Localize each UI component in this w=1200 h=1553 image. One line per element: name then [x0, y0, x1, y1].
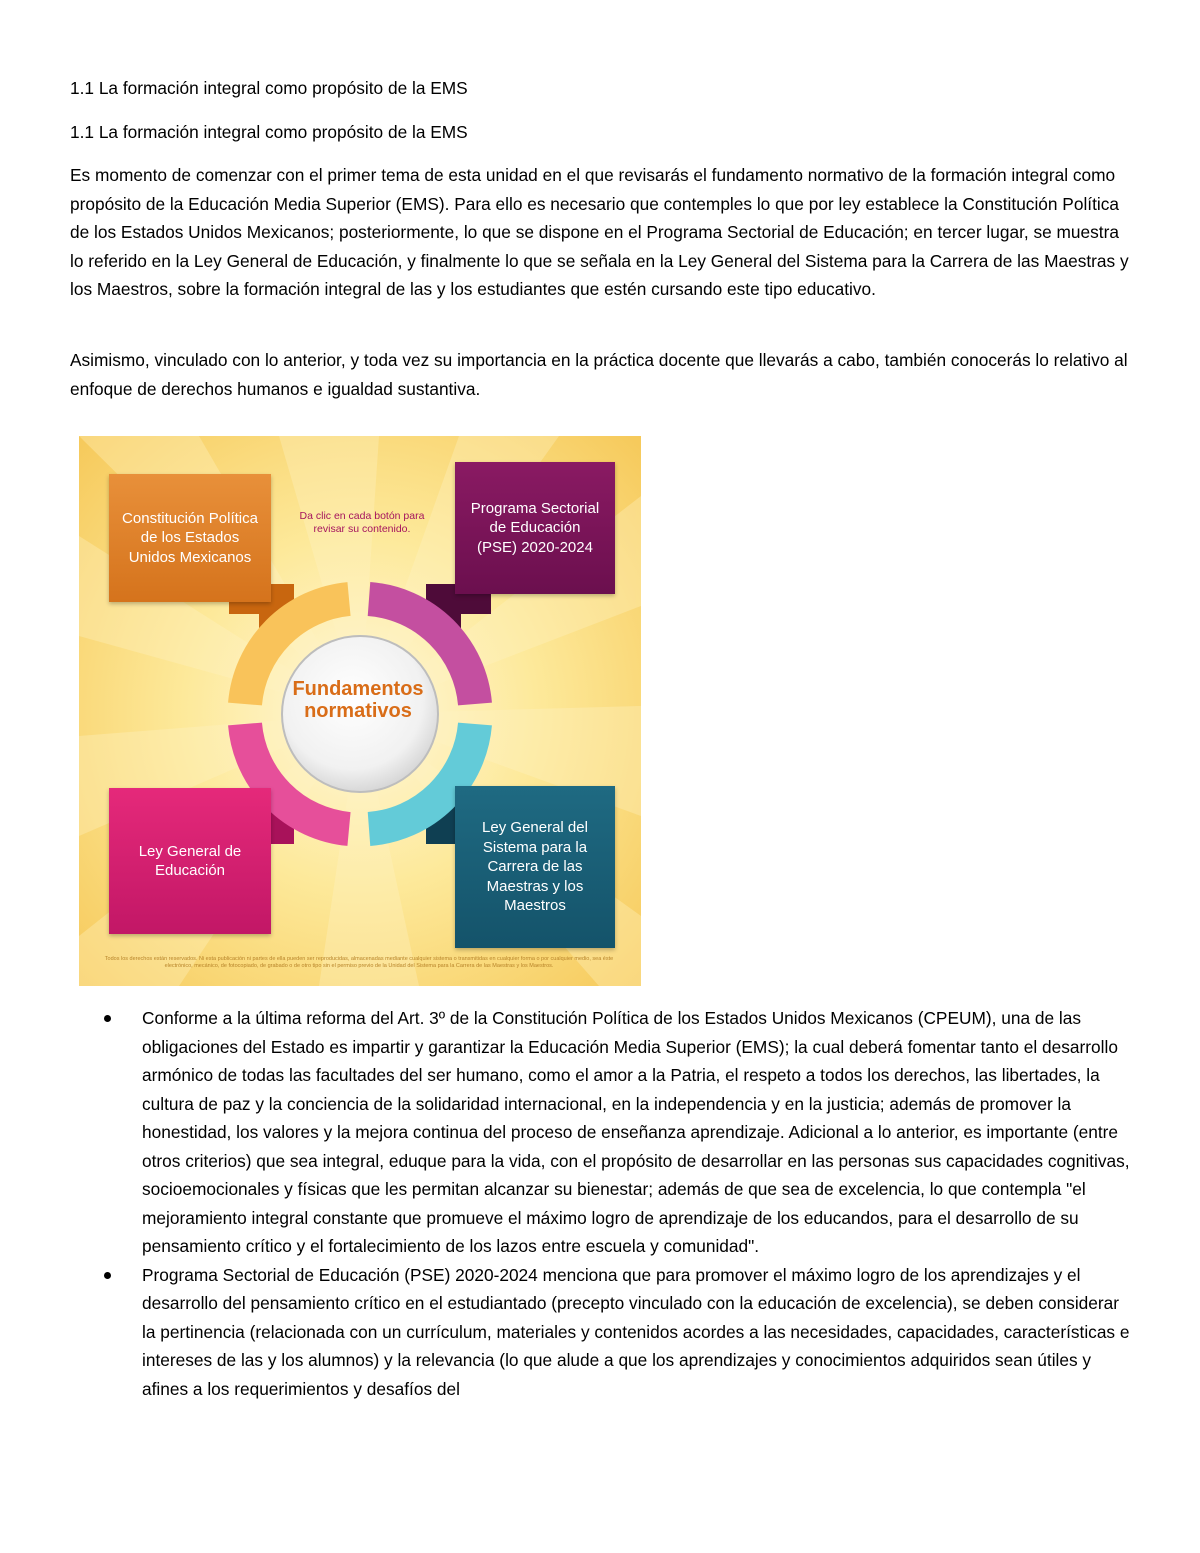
section-heading-repeat: 1.1 La formación integral como propósito de la EMS [70, 122, 468, 142]
copyright-note: Todos los derechos están reservados. Ni esta publicación ni partes de ella pueden ser reproducidas, almacenadas mediante cualquier sistema o transmitidas en cualquier forma o por cualquier medio, sea éste electrónico, mecánico, de fotocopiado, de grabado o de otro tipo sin el permiso previo de la Unidad del Sistema para la Carrera de las Maestras y los Maestros. [104, 956, 614, 969]
bullet-icon [104, 1015, 111, 1022]
section-heading: 1.1 La formación integral como propósito de la EMS [70, 78, 468, 98]
cpeum-button[interactable] [109, 474, 271, 602]
infographic-instruction: Da clic en cada botón para revisar su contenido. [299, 510, 425, 535]
bullet-icon [104, 1272, 111, 1279]
bullet-text: Programa Sectorial de Educación (PSE) 2020-2024 menciona que para promover el máximo logro de los aprendizajes y el desarrollo del pensamiento crítico en el estudiantado (precepto vinculado con la educación de excelencia), se deben considerar la pertinencia (relacionada con un currículum, materiales y contenidos acordes a las necesidades, capacidades, características e intereses de las y los alumnos) y la relevancia (lo que alude a que los aprendizajes y conocimientos adquiridos sean útiles y afines a los requerimientos y desafíos del [142, 1264, 1130, 1399]
secondary-paragraph: Asimismo, vinculado con lo anterior, y toda vez su importancia en la práctica docente que llevarás a cabo, también conocerás lo relativo al enfoque de derechos humanos e igualdad sustantiva. [70, 350, 1128, 399]
list-item [104, 1004, 1134, 1261]
center-title: Fundamentos normativos [292, 678, 424, 722]
lge-button[interactable] [109, 788, 271, 934]
list-item [104, 1261, 1134, 1404]
fundamentos-infographic [79, 436, 641, 986]
lgs-label: Ley General del Sistema para la Carrera de las Maestras y los Maestros [482, 819, 588, 915]
lge-label: Ley General de Educación [138, 842, 242, 879]
lgs-button[interactable] [455, 786, 615, 948]
bullet-text: Conforme a la última reforma del Art. 3º de la Constitución Política de los Estados Unidos Mexicanos (CPEUM), una de las obligaciones del Estado es impartir y garantizar la Educación Media Superior (EMS); la cual deberá fomentar tanto el desarrollo armónico de todas las facultades del ser humano, como el amor a la Patria, el respeto a todos los derechos, las libertades, la cultura de paz y la conciencia de la solidaridad internacional, en la independencia y en la justicia; además de promover la honestidad, los valores y la mejora continua del proceso de enseñanza aprendizaje. Adicional a lo anterior, es importante (entre otros criterios) que sea integral, eduque para la vida, con el propósito de desarrollar en las personas sus capacidades cognitivas, socioemocionales y físicas que les permitan alcanzar su bienestar; además de que sea de excelencia, lo que contempla "el mejoramiento integral constante que promueve el máximo logro de aprendizaje de los educandos, para el desarrollo de su pensamiento crítico y el fortalecimiento de los lazos entre escuela y comunidad". [142, 1008, 1130, 1256]
cpeum-label: Constitución Política de los Estados Unidos Mexicanos [122, 509, 258, 566]
pse-button[interactable] [455, 462, 615, 594]
intro-paragraph: Es momento de comenzar con el primer tema de esta unidad en el que revisarás el fundamento normativo de la formación integral como propósito de la Educación Media Superior (EMS). Para ello es necesario que contemples lo que por ley establece la Constitución Política de los Estados Unidos Mexicanos; posteriormente, lo que se dispone en el Programa Sectorial de Educación; en tercer lugar, se muestra lo referido en la Ley General de Educación, y finalmente lo que se señala en la Ley General del Sistema para la Carrera de las Maestras y los Maestros, sobre la formación integral de las y los estudiantes que estén cursando este tipo educativo. [70, 165, 1129, 299]
bullet-list [104, 1004, 1134, 1403]
pse-label: Programa Sectorial de Educación (PSE) 2020-2024 [470, 499, 600, 556]
